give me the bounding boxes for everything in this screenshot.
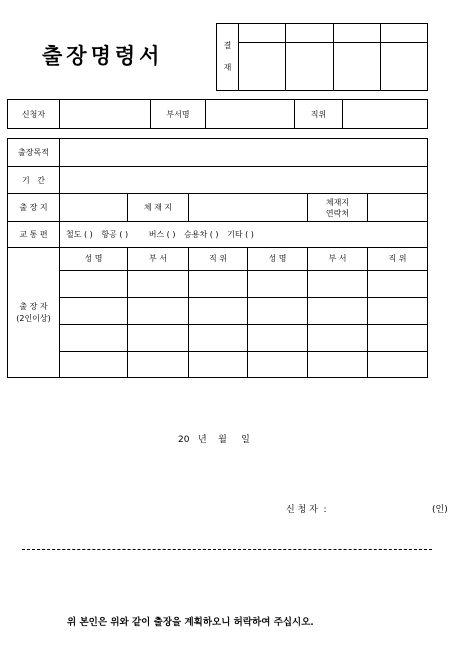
traveler-header-dept: 부 서 [308,248,368,270]
approval-sign-cell[interactable] [286,43,333,91]
transport-option-air[interactable]: 항공 ( ) [101,230,129,240]
traveler-header-position: 직 위 [189,248,248,270]
period-label: 기 간 [8,167,60,194]
traveler-cell[interactable] [248,297,308,324]
traveler-cell[interactable] [189,351,248,377]
approval-title-cell[interactable] [333,24,380,43]
period-field[interactable] [60,167,428,194]
traveler-cell[interactable] [60,351,128,377]
traveler-cell[interactable] [368,324,428,351]
stay-field[interactable] [189,194,308,222]
traveler-header-dept: 부 서 [128,248,189,270]
traveler-cell[interactable] [308,324,368,351]
traveler-cell[interactable] [60,270,128,297]
transport-option-bus[interactable]: 버스 ( ) [148,230,176,240]
traveler-cell[interactable] [248,324,308,351]
applicant-label: 신청자 [8,100,60,129]
position-label: 직위 [295,100,343,129]
transport-options [60,222,428,248]
cut-line-divider [22,549,432,550]
traveler-cell[interactable] [189,324,248,351]
traveler-cell[interactable] [368,297,428,324]
traveler-cell[interactable] [308,351,368,377]
travelers-label: 출 장 자 (2인이상) [8,248,60,378]
applicant-signature-label: 신 청 자 : [286,505,327,515]
traveler-cell[interactable] [128,270,189,297]
department-label: 부서명 [151,100,206,129]
trip-form-table [7,138,428,378]
department-field[interactable] [206,100,295,129]
approval-box [216,23,428,91]
traveler-cell[interactable] [368,270,428,297]
destination-field[interactable] [60,194,128,222]
transport-option-rail[interactable]: 철도 ( ) [66,230,93,240]
traveler-cell[interactable] [60,324,128,351]
transport-label: 교 통 편 [8,222,60,248]
approval-sign-cell[interactable] [239,43,286,91]
traveler-cell[interactable] [248,270,308,297]
purpose-field[interactable] [60,139,428,167]
transport-option-car[interactable]: 승용차 ( ) [184,230,219,240]
page-title: 출장명령서 [42,43,164,68]
stay-contact-label: 체재지 연락처 [308,194,368,222]
approval-sign-cell[interactable] [333,43,380,91]
approval-title-cell[interactable] [239,24,286,43]
traveler-header-name: 성 명 [60,248,128,270]
purpose-label: 출장목적 [8,139,60,167]
traveler-cell[interactable] [189,270,248,297]
traveler-cell[interactable] [248,351,308,377]
traveler-cell[interactable] [60,297,128,324]
traveler-cell[interactable] [128,297,189,324]
stay-contact-field[interactable] [368,194,428,222]
position-field[interactable] [343,100,428,129]
seal-mark: (인) [432,505,448,515]
traveler-cell[interactable] [308,270,368,297]
date-line: 20 년 월 일 [178,435,250,445]
transport-option-other[interactable]: 기타 ( ) [227,230,254,240]
traveler-cell[interactable] [189,297,248,324]
destination-label: 출 장 지 [8,194,60,222]
traveler-header-name: 성 명 [248,248,308,270]
approval-title-cell[interactable] [380,24,427,43]
applicant-field[interactable] [60,100,151,129]
stay-label: 체 재 지 [128,194,189,222]
traveler-cell[interactable] [368,351,428,377]
applicant-table [7,99,428,129]
traveler-cell[interactable] [128,324,189,351]
approval-sign-cell[interactable] [380,43,427,91]
approval-label: 결재 [217,24,239,91]
traveler-cell[interactable] [308,297,368,324]
request-text: 위 본인은 위와 같이 출장을 계획하오니 허락하여 주십시오. [67,617,314,628]
traveler-header-position: 직 위 [368,248,428,270]
traveler-cell[interactable] [128,351,189,377]
approval-title-cell[interactable] [286,24,333,43]
